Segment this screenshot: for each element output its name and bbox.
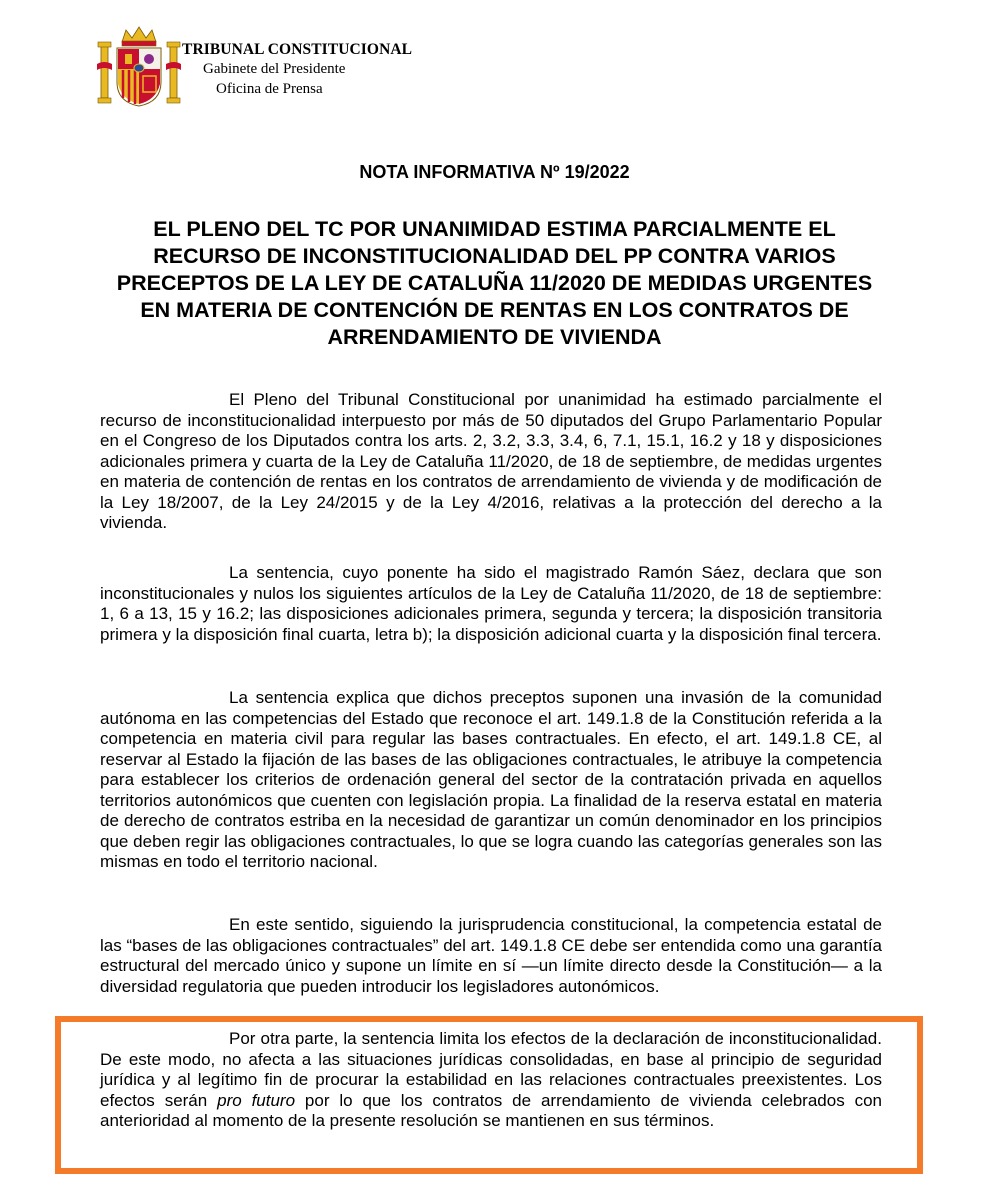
letterhead [96,24,496,114]
paragraph-2 [100,563,882,645]
note-number: NOTA INFORMATIVA Nº 19/2022 [359,162,630,182]
coat-of-arms-icon [96,24,182,108]
paragraph-5-text-start: Por otra parte, la sentencia limita los efectos de la declaración de inconstitucionalidad. De este modo, no afecta a las situaciones jurídicas consolidadas, en base al principio de seguridad jurídica y al legítimo fin de procurar la estabilidad en las relaciones contractuales preexistentes. Los efectos serán [100,1029,882,1110]
paragraph-5-text-end: por lo que los contratos de arrendamiento de vivienda celebrados con anterioridad al momento de la presente resolución se mantienen en sus términos. [100,1090,883,1130]
paragraph-5 [100,1029,882,1132]
headline: EL PLENO DEL TC POR UNANIMIDAD ESTIMA PARCIALMENTE EL RECURSO DE INCONSTITUCIONALIDAD DEL PP CONTRA VARIOS PRECEPTOS DE LA LEY DE CATALUÑA 11/2020 DE MEDIDAS URGENTES EN MATERIA DE CONTENCIÓN DE RENTAS EN LOS CONTRATOS DE ARRENDAMIENTO DE VIVIENDA [116,217,873,349]
paragraph-3-text: La sentencia explica que dichos preceptos suponen una invasión de la comunidad autónoma en las competencias del Estado que reconoce el art. 149.1.8 de la Constitución referida a la competencia en materia civil para regular las bases contractuales. En efecto, el art. 149.1.8 CE, al reservar al Estado la fijación de las bases de las obligaciones contractuales, le atribuye la competencia para establecer los criterios de ordenación general del sector de la contratación privada en aquellos territorios autonómicos que cuenten con legislación propia. La finalidad de la reserva estatal en materia de derecho de contratos estriba en la necesidad de garantizar un común denominador en los principios que deben regir las obligaciones contractuales, lo que se logra cuando las categorías generales son las mismas en todo el territorio nacional. [100,688,882,871]
press-office-name: Oficina de Prensa [216,81,323,97]
paragraph-4 [100,915,882,997]
paragraph-5-italic: pro futuro [217,1090,296,1110]
organization-name: TRIBUNAL CONSTITUCIONAL [182,41,413,58]
paragraph-2-text: La sentencia, cuyo ponente ha sido el magistrado Ramón Sáez, declara que son inconstitucionales y nulos los siguientes artículos de la Ley de Cataluña 11/2020, de 18 de septiembre: 1, 6 a 13, 15 y 16.2; las disposiciones adicionales primera, segunda y tercera; la disposición transitoria primera y la disposición final cuarta, letra b); la disposición adicional cuarta y la disposición final tercera. [100,563,882,644]
paragraph-1 [100,390,882,534]
paragraph-4-text: En este sentido, siguiendo la jurisprudencia constitucional, la competencia estatal de las “bases de las obligaciones contractuales” del art. 149.1.8 CE debe ser entendida como una garantía estructural del mercado único y supone un límite en sí —un límite directo desde la Constitución— a la diversidad regulatoria que pueden introducir los legisladores autonómicos. [100,915,882,996]
paragraph-3 [100,688,882,873]
paragraph-1-text: El Pleno del Tribunal Constitucional por unanimidad ha estimado parcialmente el recurso de inconstitucionalidad interpuesto por más de 50 diputados del Grupo Parlamentario Popular en el Congreso de los Diputados contra los arts. 2, 3.2, 3.3, 3.4, 6, 7.1, 15.1, 16.2 y 18 y disposiciones adicionales primera y cuarta de la Ley de Cataluña 11/2020, de 18 de septiembre, de medidas urgentes en materia de contención de rentas en los contratos de arrendamiento de vivienda y de modificación de la Ley 18/2007, de la Ley 24/2015 y de la Ley 4/2016, relativas a la protección del derecho a la vivienda. [100,390,882,532]
office-name: Gabinete del Presidente [203,61,346,77]
